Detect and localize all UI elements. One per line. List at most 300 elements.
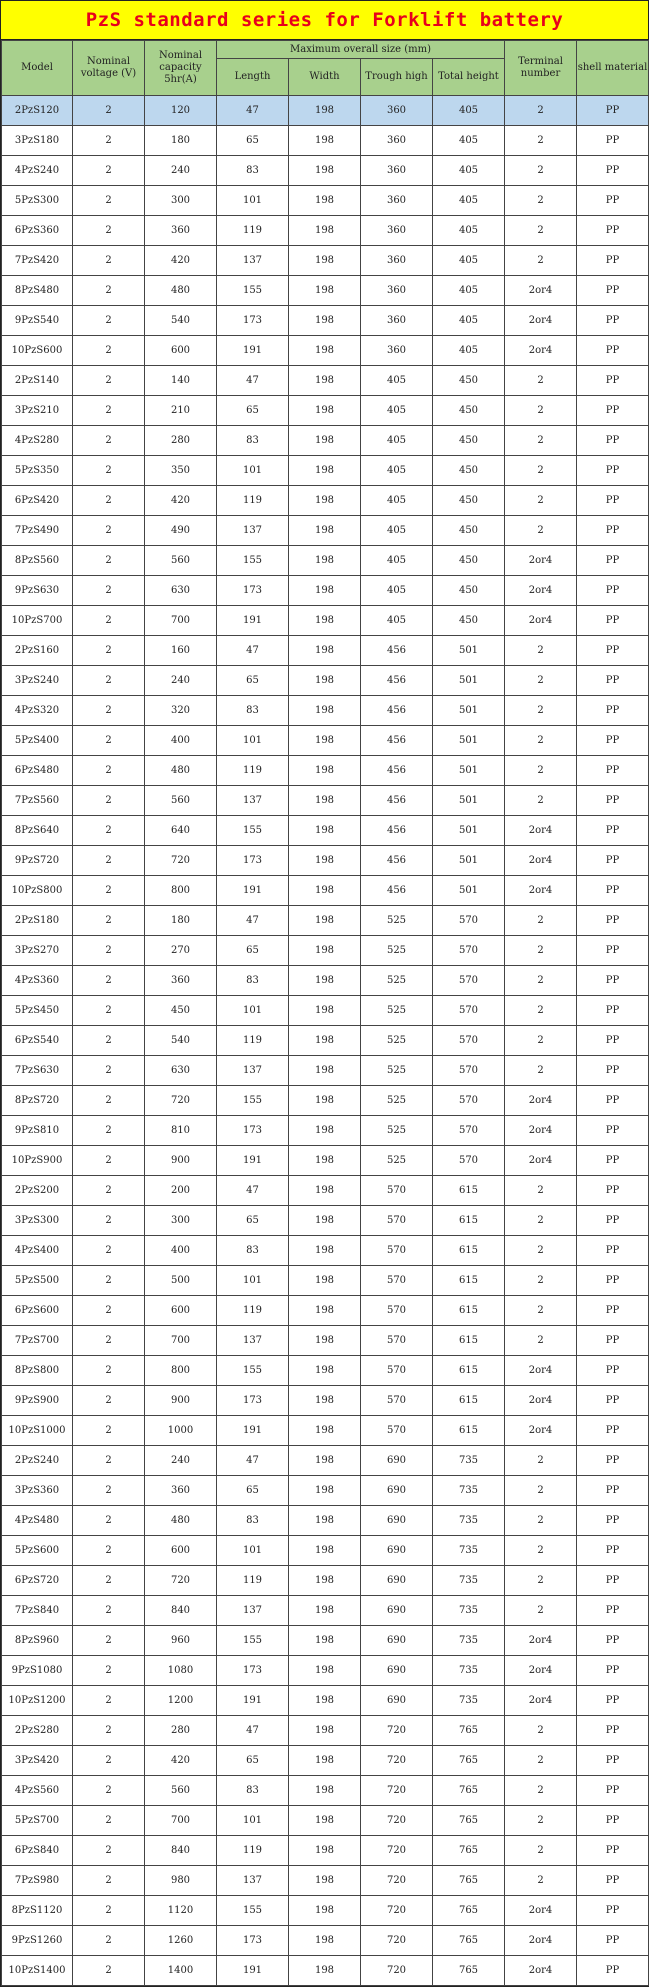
table-row[interactable]	[2, 1776, 649, 1806]
header-size-group: Maximum overall size (mm)	[217, 41, 505, 59]
cell-model: 5PzS450	[2, 996, 73, 1026]
cell-model: 9PzS900	[2, 1386, 73, 1416]
cell-total: 765	[433, 1836, 505, 1866]
cell-capacity: 270	[145, 936, 217, 966]
cell-total: 765	[433, 1866, 505, 1896]
cell-capacity: 490	[145, 516, 217, 546]
cell-length: 83	[217, 1776, 289, 1806]
cell-capacity: 400	[145, 1236, 217, 1266]
cell-length: 137	[217, 1326, 289, 1356]
cell-capacity: 360	[145, 966, 217, 996]
cell-length: 155	[217, 1356, 289, 1386]
cell-terminal: 2or4	[505, 1416, 577, 1446]
cell-total: 405	[433, 306, 505, 336]
table-row[interactable]	[2, 306, 649, 336]
cell-total: 405	[433, 216, 505, 246]
table-row[interactable]	[2, 366, 649, 396]
cell-terminal: 2or4	[505, 876, 577, 906]
cell-width: 198	[289, 1746, 361, 1776]
cell-model: 5PzS700	[2, 1806, 73, 1836]
cell-voltage: 2	[73, 846, 145, 876]
cell-capacity: 360	[145, 1476, 217, 1506]
cell-voltage: 2	[73, 1206, 145, 1236]
cell-total: 405	[433, 156, 505, 186]
table-row[interactable]	[2, 126, 649, 156]
table-row[interactable]	[2, 936, 649, 966]
cell-capacity: 960	[145, 1626, 217, 1656]
cell-width: 198	[289, 96, 361, 126]
cell-length: 65	[217, 126, 289, 156]
cell-total: 450	[433, 546, 505, 576]
cell-length: 47	[217, 366, 289, 396]
cell-model: 7PzS420	[2, 246, 73, 276]
cell-terminal: 2or4	[505, 1956, 577, 1986]
cell-length: 173	[217, 1116, 289, 1146]
cell-model: 6PzS540	[2, 1026, 73, 1056]
cell-shell: PP	[577, 126, 649, 156]
table-row[interactable]	[2, 276, 649, 306]
cell-trough: 690	[361, 1686, 433, 1716]
cell-trough: 690	[361, 1476, 433, 1506]
table-row[interactable]	[2, 816, 649, 846]
cell-terminal: 2	[505, 126, 577, 156]
table-row[interactable]	[2, 156, 649, 186]
cell-length: 65	[217, 396, 289, 426]
cell-width: 198	[289, 1806, 361, 1836]
cell-voltage: 2	[73, 1476, 145, 1506]
header-model: Model	[2, 41, 73, 96]
cell-length: 47	[217, 96, 289, 126]
cell-length: 119	[217, 756, 289, 786]
cell-terminal: 2	[505, 636, 577, 666]
cell-trough: 525	[361, 1116, 433, 1146]
cell-length: 119	[217, 1296, 289, 1326]
cell-model: 10PzS700	[2, 606, 73, 636]
cell-width: 198	[289, 1896, 361, 1926]
cell-shell: PP	[577, 306, 649, 336]
cell-trough: 360	[361, 216, 433, 246]
cell-length: 119	[217, 1566, 289, 1596]
table-row[interactable]	[2, 1866, 649, 1896]
cell-shell: PP	[577, 1926, 649, 1956]
cell-model: 4PzS360	[2, 966, 73, 996]
table-row[interactable]	[2, 696, 649, 726]
table-row[interactable]	[2, 1146, 649, 1176]
cell-width: 198	[289, 246, 361, 276]
cell-length: 47	[217, 636, 289, 666]
table-row[interactable]	[2, 1116, 649, 1146]
table-row[interactable]	[2, 966, 649, 996]
cell-capacity: 600	[145, 1296, 217, 1326]
cell-shell: PP	[577, 1146, 649, 1176]
cell-total: 735	[433, 1536, 505, 1566]
table-row[interactable]	[2, 246, 649, 276]
cell-shell: PP	[577, 336, 649, 366]
cell-terminal: 2	[505, 1716, 577, 1746]
table-row[interactable]	[2, 786, 649, 816]
cell-shell: PP	[577, 276, 649, 306]
cell-model: 7PzS630	[2, 1056, 73, 1086]
cell-length: 101	[217, 1266, 289, 1296]
cell-width: 198	[289, 1476, 361, 1506]
cell-model: 3PzS270	[2, 936, 73, 966]
cell-length: 191	[217, 1686, 289, 1716]
table-row[interactable]	[2, 546, 649, 576]
cell-width: 198	[289, 1836, 361, 1866]
cell-capacity: 560	[145, 546, 217, 576]
cell-capacity: 420	[145, 246, 217, 276]
cell-length: 155	[217, 1896, 289, 1926]
table-row[interactable]	[2, 1746, 649, 1776]
table-row[interactable]	[2, 456, 649, 486]
cell-capacity: 1260	[145, 1926, 217, 1956]
table-row[interactable]	[2, 1206, 649, 1236]
cell-trough: 525	[361, 906, 433, 936]
cell-capacity: 630	[145, 1056, 217, 1086]
cell-shell: PP	[577, 726, 649, 756]
cell-capacity: 1000	[145, 1416, 217, 1446]
cell-length: 65	[217, 1476, 289, 1506]
cell-width: 198	[289, 426, 361, 456]
cell-total: 570	[433, 996, 505, 1026]
table-row[interactable]	[2, 1596, 649, 1626]
cell-model: 10PzS600	[2, 336, 73, 366]
table-row[interactable]	[2, 1326, 649, 1356]
cell-voltage: 2	[73, 156, 145, 186]
cell-shell: PP	[577, 1806, 649, 1836]
cell-capacity: 720	[145, 846, 217, 876]
cell-shell: PP	[577, 1116, 649, 1146]
cell-voltage: 2	[73, 456, 145, 486]
table-row[interactable]	[2, 1926, 649, 1956]
cell-total: 405	[433, 246, 505, 276]
cell-width: 198	[289, 276, 361, 306]
cell-total: 735	[433, 1626, 505, 1656]
cell-terminal: 2	[505, 1596, 577, 1626]
table-row[interactable]	[2, 1956, 649, 1986]
table-row[interactable]	[2, 576, 649, 606]
cell-voltage: 2	[73, 1566, 145, 1596]
table-row[interactable]	[2, 1716, 649, 1746]
cell-trough: 690	[361, 1596, 433, 1626]
cell-width: 198	[289, 756, 361, 786]
cell-terminal: 2	[505, 186, 577, 216]
cell-voltage: 2	[73, 636, 145, 666]
cell-trough: 720	[361, 1866, 433, 1896]
table-row[interactable]	[2, 396, 649, 426]
cell-total: 765	[433, 1896, 505, 1926]
cell-terminal: 2	[505, 1776, 577, 1806]
cell-terminal: 2or4	[505, 306, 577, 336]
cell-total: 501	[433, 756, 505, 786]
cell-voltage: 2	[73, 756, 145, 786]
cell-voltage: 2	[73, 1686, 145, 1716]
table-row[interactable]	[2, 756, 649, 786]
cell-trough: 456	[361, 696, 433, 726]
cell-model: 2PzS240	[2, 1446, 73, 1476]
cell-length: 173	[217, 306, 289, 336]
cell-shell: PP	[577, 576, 649, 606]
cell-width: 198	[289, 936, 361, 966]
cell-trough: 405	[361, 606, 433, 636]
cell-width: 198	[289, 516, 361, 546]
cell-voltage: 2	[73, 1746, 145, 1776]
cell-length: 191	[217, 336, 289, 366]
cell-total: 501	[433, 786, 505, 816]
cell-width: 198	[289, 696, 361, 726]
table-row[interactable]	[2, 636, 649, 666]
cell-terminal: 2	[505, 1056, 577, 1086]
cell-total: 501	[433, 726, 505, 756]
cell-terminal: 2	[505, 786, 577, 816]
cell-capacity: 450	[145, 996, 217, 1026]
cell-total: 735	[433, 1656, 505, 1686]
cell-model: 5PzS350	[2, 456, 73, 486]
table-row[interactable]	[2, 1386, 649, 1416]
cell-length: 155	[217, 546, 289, 576]
cell-trough: 525	[361, 1056, 433, 1086]
cell-terminal: 2	[505, 936, 577, 966]
cell-terminal: 2	[505, 666, 577, 696]
cell-capacity: 420	[145, 1746, 217, 1776]
cell-width: 198	[289, 846, 361, 876]
table-row[interactable]	[2, 186, 649, 216]
cell-total: 765	[433, 1776, 505, 1806]
cell-trough: 405	[361, 456, 433, 486]
cell-capacity: 700	[145, 1806, 217, 1836]
cell-shell: PP	[577, 1656, 649, 1686]
cell-width: 198	[289, 456, 361, 486]
cell-terminal: 2	[505, 156, 577, 186]
cell-shell: PP	[577, 876, 649, 906]
cell-trough: 360	[361, 156, 433, 186]
cell-shell: PP	[577, 366, 649, 396]
cell-voltage: 2	[73, 576, 145, 606]
cell-trough: 570	[361, 1206, 433, 1236]
cell-model: 7PzS560	[2, 786, 73, 816]
cell-trough: 360	[361, 276, 433, 306]
cell-shell: PP	[577, 1776, 649, 1806]
cell-total: 450	[433, 516, 505, 546]
cell-voltage: 2	[73, 96, 145, 126]
cell-length: 155	[217, 276, 289, 306]
cell-total: 570	[433, 1026, 505, 1056]
cell-capacity: 350	[145, 456, 217, 486]
cell-voltage: 2	[73, 1596, 145, 1626]
cell-terminal: 2or4	[505, 1386, 577, 1416]
cell-length: 83	[217, 426, 289, 456]
cell-capacity: 720	[145, 1086, 217, 1116]
cell-trough: 525	[361, 1026, 433, 1056]
header-trough: Trough high	[361, 59, 433, 96]
cell-trough: 525	[361, 1086, 433, 1116]
table-row[interactable]	[2, 1656, 649, 1686]
cell-shell: PP	[577, 1026, 649, 1056]
cell-model: 8PzS720	[2, 1086, 73, 1116]
table-row[interactable]	[2, 516, 649, 546]
cell-width: 198	[289, 306, 361, 336]
cell-shell: PP	[577, 816, 649, 846]
table-row[interactable]	[2, 1176, 649, 1206]
cell-voltage: 2	[73, 1416, 145, 1446]
cell-width: 198	[289, 156, 361, 186]
cell-shell: PP	[577, 486, 649, 516]
cell-capacity: 300	[145, 1206, 217, 1236]
cell-trough: 690	[361, 1566, 433, 1596]
table-row[interactable]	[2, 1026, 649, 1056]
cell-capacity: 720	[145, 1566, 217, 1596]
table-row[interactable]	[2, 1356, 649, 1386]
table-row[interactable]	[2, 1476, 649, 1506]
cell-model: 5PzS600	[2, 1536, 73, 1566]
table-row[interactable]	[2, 426, 649, 456]
table-row[interactable]	[2, 1686, 649, 1716]
cell-model: 6PzS720	[2, 1566, 73, 1596]
cell-terminal: 2or4	[505, 846, 577, 876]
table-row[interactable]	[2, 876, 649, 906]
table-row[interactable]	[2, 1086, 649, 1116]
cell-shell: PP	[577, 1746, 649, 1776]
cell-trough: 720	[361, 1746, 433, 1776]
cell-terminal: 2or4	[505, 576, 577, 606]
cell-model: 10PzS1200	[2, 1686, 73, 1716]
table-row[interactable]	[2, 1296, 649, 1326]
table-row[interactable]	[2, 1236, 649, 1266]
cell-shell: PP	[577, 1326, 649, 1356]
spec-table	[1, 40, 649, 1986]
table-row[interactable]	[2, 846, 649, 876]
cell-model: 8PzS800	[2, 1356, 73, 1386]
cell-trough: 570	[361, 1386, 433, 1416]
cell-capacity: 800	[145, 1356, 217, 1386]
cell-model: 10PzS1400	[2, 1956, 73, 1986]
cell-voltage: 2	[73, 1026, 145, 1056]
header-width: Width	[289, 59, 361, 96]
cell-voltage: 2	[73, 1656, 145, 1686]
table-row[interactable]	[2, 666, 649, 696]
table-row[interactable]	[2, 1566, 649, 1596]
cell-total: 615	[433, 1416, 505, 1446]
cell-shell: PP	[577, 1866, 649, 1896]
cell-width: 198	[289, 1566, 361, 1596]
table-row[interactable]	[2, 1056, 649, 1086]
table-row[interactable]	[2, 1266, 649, 1296]
table-row[interactable]	[2, 486, 649, 516]
cell-voltage: 2	[73, 366, 145, 396]
cell-width: 198	[289, 336, 361, 366]
cell-width: 198	[289, 876, 361, 906]
cell-width: 198	[289, 1086, 361, 1116]
cell-model: 9PzS630	[2, 576, 73, 606]
cell-voltage: 2	[73, 1056, 145, 1086]
cell-terminal: 2	[505, 696, 577, 726]
cell-terminal: 2	[505, 396, 577, 426]
cell-total: 501	[433, 666, 505, 696]
cell-total: 765	[433, 1806, 505, 1836]
cell-shell: PP	[577, 1296, 649, 1326]
cell-model: 2PzS160	[2, 636, 73, 666]
cell-voltage: 2	[73, 1146, 145, 1176]
cell-total: 570	[433, 966, 505, 996]
cell-terminal: 2or4	[505, 1926, 577, 1956]
cell-model: 4PzS320	[2, 696, 73, 726]
cell-capacity: 600	[145, 1536, 217, 1566]
table-row[interactable]	[2, 1536, 649, 1566]
table-row[interactable]	[2, 1836, 649, 1866]
table-row[interactable]	[2, 1626, 649, 1656]
cell-width: 198	[289, 1596, 361, 1626]
cell-capacity: 560	[145, 1776, 217, 1806]
cell-model: 10PzS1000	[2, 1416, 73, 1446]
cell-shell: PP	[577, 1896, 649, 1926]
cell-width: 198	[289, 486, 361, 516]
cell-capacity: 160	[145, 636, 217, 666]
cell-length: 83	[217, 696, 289, 726]
cell-voltage: 2	[73, 1926, 145, 1956]
cell-width: 198	[289, 1536, 361, 1566]
cell-width: 198	[289, 1176, 361, 1206]
cell-terminal: 2	[505, 1536, 577, 1566]
table-row[interactable]	[2, 1896, 649, 1926]
cell-capacity: 1400	[145, 1956, 217, 1986]
cell-voltage: 2	[73, 216, 145, 246]
table-row[interactable]	[2, 726, 649, 756]
cell-voltage: 2	[73, 126, 145, 156]
table-row[interactable]	[2, 996, 649, 1026]
cell-shell: PP	[577, 216, 649, 246]
cell-shell: PP	[577, 186, 649, 216]
cell-length: 65	[217, 666, 289, 696]
cell-voltage: 2	[73, 396, 145, 426]
table-row[interactable]	[2, 1416, 649, 1446]
cell-terminal: 2	[505, 1176, 577, 1206]
table-row[interactable]	[2, 216, 649, 246]
cell-length: 83	[217, 1506, 289, 1536]
cell-total: 765	[433, 1956, 505, 1986]
table-row[interactable]	[2, 336, 649, 366]
table-row[interactable]	[2, 606, 649, 636]
cell-width: 198	[289, 1296, 361, 1326]
cell-capacity: 540	[145, 306, 217, 336]
cell-trough: 690	[361, 1656, 433, 1686]
cell-width: 198	[289, 1146, 361, 1176]
table-row[interactable]	[2, 906, 649, 936]
cell-total: 570	[433, 1056, 505, 1086]
cell-voltage: 2	[73, 906, 145, 936]
cell-total: 615	[433, 1266, 505, 1296]
cell-terminal: 2	[505, 516, 577, 546]
cell-shell: PP	[577, 1506, 649, 1536]
cell-capacity: 140	[145, 366, 217, 396]
header-length: Length	[217, 59, 289, 96]
cell-model: 3PzS360	[2, 1476, 73, 1506]
cell-width: 198	[289, 1326, 361, 1356]
cell-length: 83	[217, 156, 289, 186]
cell-length: 119	[217, 486, 289, 516]
cell-terminal: 2	[505, 996, 577, 1026]
cell-width: 198	[289, 576, 361, 606]
table-row[interactable]	[2, 1446, 649, 1476]
cell-total: 405	[433, 276, 505, 306]
table-row[interactable]	[2, 1506, 649, 1536]
cell-terminal: 2	[505, 1266, 577, 1296]
cell-terminal: 2	[505, 906, 577, 936]
cell-width: 198	[289, 1386, 361, 1416]
table-row[interactable]	[2, 1806, 649, 1836]
cell-shell: PP	[577, 1056, 649, 1086]
cell-voltage: 2	[73, 1896, 145, 1926]
table-row[interactable]	[2, 96, 649, 126]
